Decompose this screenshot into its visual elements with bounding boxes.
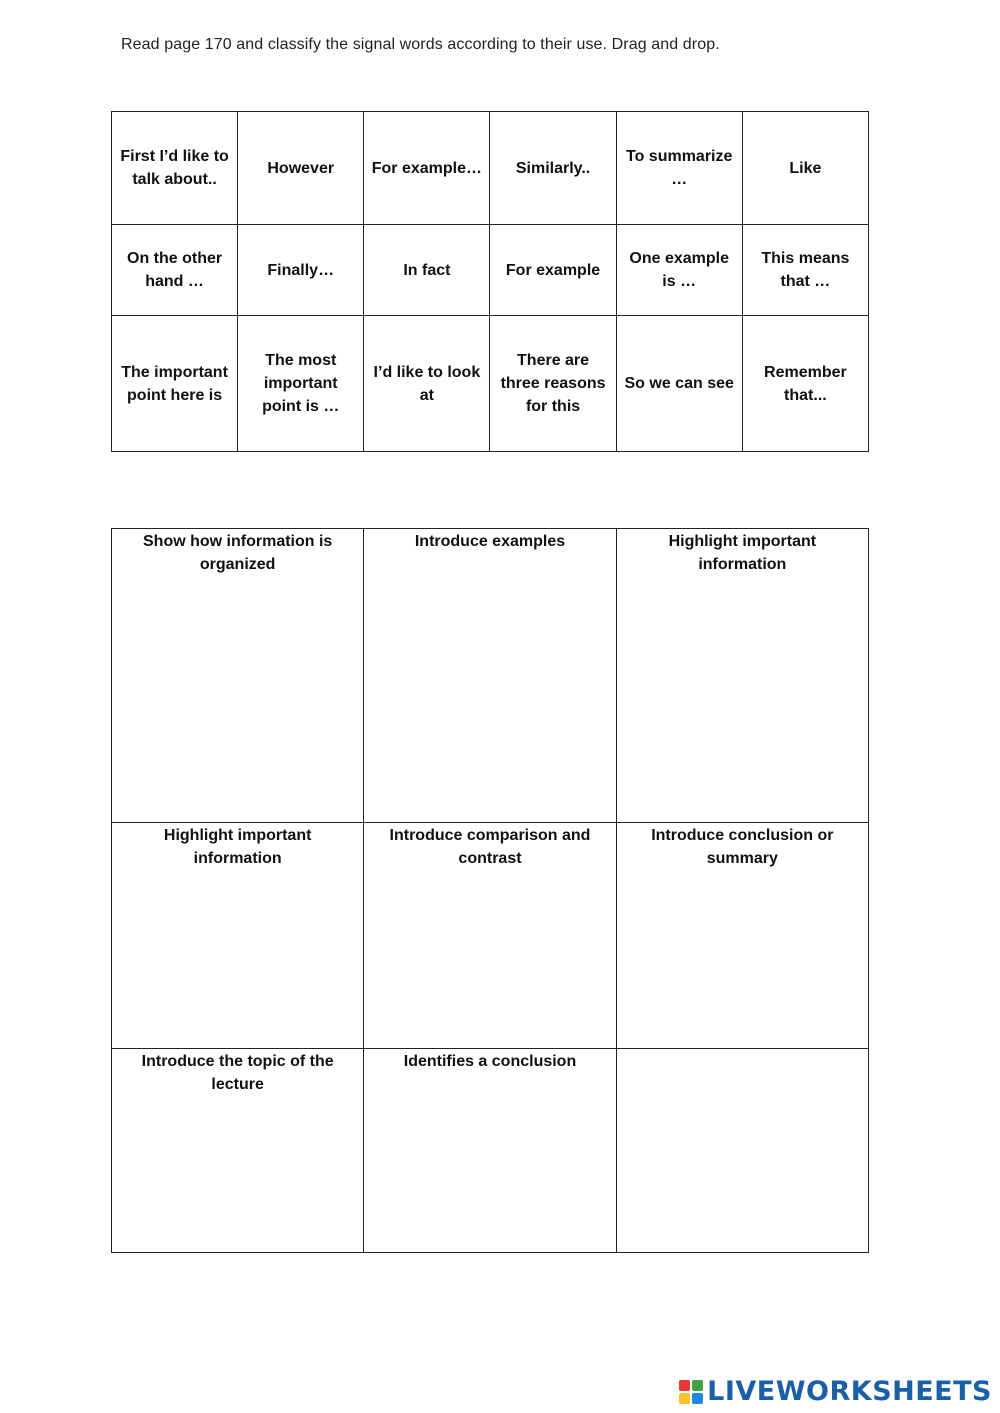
drop-zone[interactable] [112, 529, 364, 823]
drop-zone[interactable] [364, 823, 616, 1049]
word-card[interactable]: There are three reasons for this [490, 316, 616, 452]
category-title: Highlight important information [163, 827, 312, 867]
category-title: Introduce conclusion or summary [651, 827, 834, 867]
word-card[interactable]: One example is … [616, 225, 742, 316]
drop-zone[interactable] [616, 1049, 868, 1253]
logo-text: LIVEWORKSHEETS [707, 1376, 992, 1407]
word-card[interactable]: Like [742, 112, 868, 225]
category-title: Introduce examples [414, 533, 566, 550]
word-card[interactable]: The important point here is [112, 316, 238, 452]
word-card[interactable]: On the other hand … [112, 225, 238, 316]
table-row [112, 529, 869, 823]
drop-zone[interactable] [112, 823, 364, 1049]
category-title: Introduce comparison and contrast [389, 827, 591, 867]
categories-table [111, 528, 869, 1253]
word-card[interactable]: For example [490, 225, 616, 316]
word-card[interactable]: Finally… [238, 225, 364, 316]
drop-zone[interactable] [616, 823, 868, 1049]
category-title: Identifies a conclusion [403, 1053, 577, 1070]
signal-words-table [111, 111, 869, 452]
word-card[interactable]: First I’d like to talk about.. [112, 112, 238, 225]
word-card[interactable]: This means that … [742, 225, 868, 316]
logo-mark-icon [679, 1380, 703, 1404]
drop-zone[interactable] [112, 1049, 364, 1253]
drop-zone[interactable] [364, 529, 616, 823]
category-title: Introduce the topic of the lecture [141, 1053, 334, 1093]
drop-zone[interactable] [616, 529, 868, 823]
table-row [112, 823, 869, 1049]
word-card[interactable]: So we can see [616, 316, 742, 452]
word-card[interactable]: However [238, 112, 364, 225]
table-row [112, 225, 869, 316]
category-title: Highlight important information [668, 533, 817, 573]
category-title: Show how information is organized [143, 533, 333, 573]
table-row [112, 316, 869, 452]
word-card[interactable]: I’d like to look at [364, 316, 490, 452]
word-card[interactable]: For example… [364, 112, 490, 225]
liveworksheets-logo [679, 1376, 992, 1407]
instructions-text: Read page 170 and classify the signal words according to their use. Drag and drop. [121, 36, 720, 53]
word-card[interactable]: In fact [364, 225, 490, 316]
table-row [112, 1049, 869, 1253]
word-card[interactable]: Similarly.. [490, 112, 616, 225]
drop-zone[interactable] [364, 1049, 616, 1253]
table-row [112, 112, 869, 225]
word-card[interactable]: The most important point is … [238, 316, 364, 452]
word-card[interactable]: Remember that... [742, 316, 868, 452]
word-card[interactable]: To summarize … [616, 112, 742, 225]
